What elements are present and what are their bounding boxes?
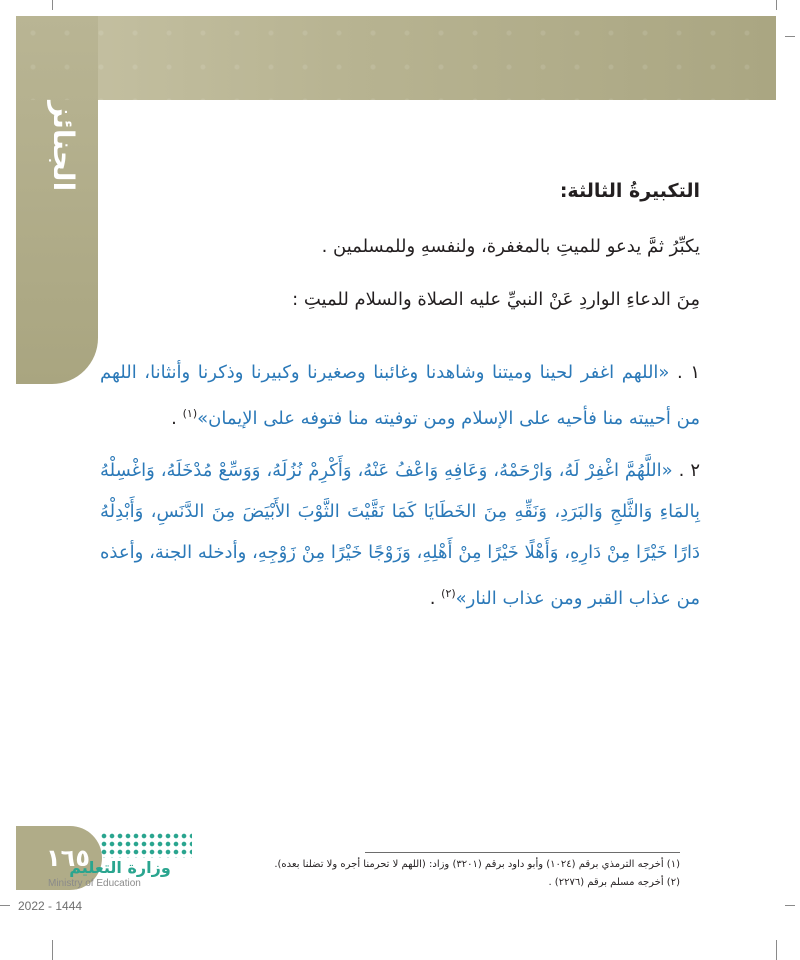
ministry-logo-arabic: وزارة التعليم — [69, 858, 171, 877]
crop-mark — [52, 0, 53, 10]
dua-text: «اللهم اغفر لحينا وميتنا وشاهدنا وغائبنا وصغيرنا وكبيرنا وذكرنا وأنثانا، اللهم من أحييته منا فأحيه على الإسلام ومن توفيته منا فتوفه على الإيمان» — [100, 362, 700, 429]
ministry-logo-dots-icon — [100, 832, 192, 858]
footnotes — [160, 856, 680, 892]
crop-mark — [52, 940, 53, 960]
footnote-ref: (٢) — [441, 587, 456, 600]
dua-end: . — [171, 408, 183, 429]
side-band — [16, 16, 98, 384]
crop-mark — [785, 36, 795, 37]
dua-number: ٢ . — [678, 460, 700, 481]
page-number: ١٦٥ — [46, 844, 90, 872]
dua-text: «اللَّهُمَّ اغْفِرْ لَهُ، وَارْحَمْهُ، وَعَافِهِ وَاعْفُ عَنْهُ، وَأَكْرِمْ نُزُلَهُ، وَوَسِّعْ مُدْخَلَهُ، وَاغْسِلْهُ بِالمَاءِ وَالثَّلجِ وَالبَرَدِ، وَنَقِّهِ مِنَ الخَطَايَا كَمَا نَقَّيْتَ الثَّوْبَ الأَبْيَضَ مِنَ الدَّنَسِ، وَأَبْدِلْهُ دَارًا خَيْرًا مِنْ دَارِهِ، وَأَهْلًا خَيْرًا مِنْ أَهْلِهِ، وَزَوْجًا خَيْرًا مِنْ زَوْجِهِ، وأدخله الجنة، وأعذه من عذاب القبر ومن عذاب النار» — [100, 460, 700, 609]
ministry-logo-english: Ministry of Education — [48, 878, 141, 889]
crop-mark — [776, 0, 777, 10]
edition-year: 2022 - 1444 — [18, 899, 83, 913]
dua-number: ١ . — [677, 362, 700, 383]
footnote-divider — [365, 852, 680, 853]
dua-item — [100, 352, 700, 439]
header-band — [16, 16, 776, 100]
dua-end: . — [429, 588, 442, 609]
section-heading: التكبيرةُ الثالثة: — [559, 180, 700, 202]
paragraph-dua-intro: مِنَ الدعاءِ الواردِ عَنْ النبيِّ عليه الصلاة والسلام للميتِ : — [292, 289, 700, 310]
footnote-item: (٢) أخرجه مسلم برقم (٢٢٧٦) . — [548, 877, 680, 888]
paragraph-intro: يكبِّرُ ثمَّ يدعو للميتِ بالمغفرة، ولنفسهِ وللمسلمين . — [321, 236, 700, 257]
crop-mark — [785, 905, 795, 906]
chapter-title: الجنائز — [47, 100, 80, 192]
footnote-ref: (١) — [182, 407, 198, 420]
crop-mark — [0, 905, 10, 906]
dua-item — [100, 450, 700, 619]
footnote-item: (١) أخرجه الترمذي برقم (١٠٢٤) وأبو داود برقم (٣٢٠١) وزاد: (اللهم لا تحرمنا أجره ولا تضلنا بعده). — [274, 859, 680, 870]
crop-mark — [776, 940, 777, 960]
